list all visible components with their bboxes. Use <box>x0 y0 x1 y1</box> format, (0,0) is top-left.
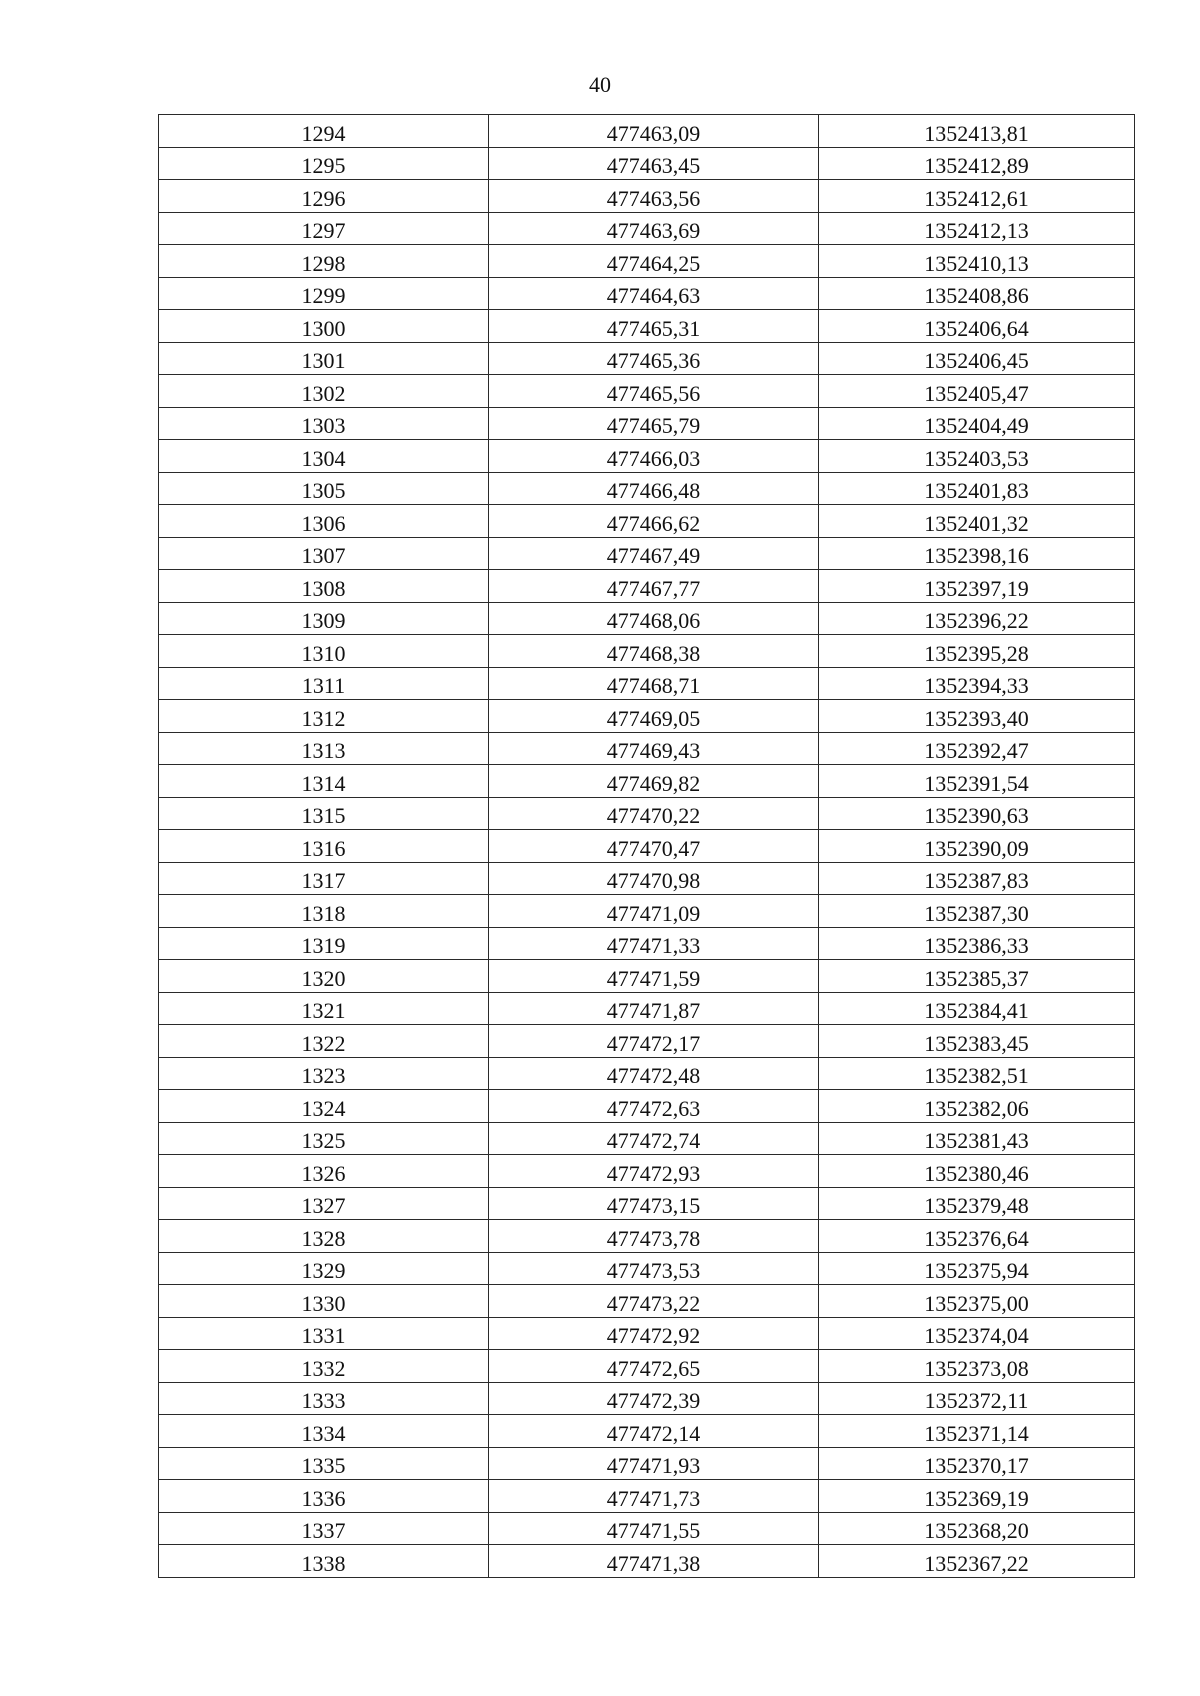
y-coordinate-cell: 1352387,30 <box>819 895 1135 928</box>
x-coordinate-cell: 477465,56 <box>489 375 819 408</box>
table-row <box>159 1122 1135 1155</box>
table-row <box>159 1480 1135 1513</box>
x-coordinate-cell: 477471,87 <box>489 992 819 1025</box>
table-row <box>159 1382 1135 1415</box>
point-number-cell: 1316 <box>159 830 489 863</box>
x-coordinate-cell: 477470,47 <box>489 830 819 863</box>
point-number-cell: 1297 <box>159 212 489 245</box>
point-number-cell: 1322 <box>159 1025 489 1058</box>
y-coordinate-cell: 1352412,61 <box>819 180 1135 213</box>
table-row <box>159 1415 1135 1448</box>
y-coordinate-cell: 1352382,51 <box>819 1057 1135 1090</box>
point-number-cell: 1325 <box>159 1122 489 1155</box>
table-row <box>159 245 1135 278</box>
x-coordinate-cell: 477472,39 <box>489 1382 819 1415</box>
table-row <box>159 1057 1135 1090</box>
x-coordinate-cell: 477471,55 <box>489 1512 819 1545</box>
point-number-cell: 1323 <box>159 1057 489 1090</box>
point-number-cell: 1298 <box>159 245 489 278</box>
table-row <box>159 1090 1135 1123</box>
y-coordinate-cell: 1352375,00 <box>819 1285 1135 1318</box>
table-row <box>159 570 1135 603</box>
y-coordinate-cell: 1352394,33 <box>819 667 1135 700</box>
point-number-cell: 1303 <box>159 407 489 440</box>
x-coordinate-cell: 477468,06 <box>489 602 819 635</box>
x-coordinate-cell: 477472,93 <box>489 1155 819 1188</box>
table-row <box>159 667 1135 700</box>
x-coordinate-cell: 477469,82 <box>489 765 819 798</box>
x-coordinate-cell: 477472,92 <box>489 1317 819 1350</box>
x-coordinate-cell: 477467,49 <box>489 537 819 570</box>
point-number-cell: 1337 <box>159 1512 489 1545</box>
table-row <box>159 147 1135 180</box>
x-coordinate-cell: 477469,43 <box>489 732 819 765</box>
x-coordinate-cell: 477471,73 <box>489 1480 819 1513</box>
y-coordinate-cell: 1352381,43 <box>819 1122 1135 1155</box>
point-number-cell: 1333 <box>159 1382 489 1415</box>
x-coordinate-cell: 477464,63 <box>489 277 819 310</box>
x-coordinate-cell: 477467,77 <box>489 570 819 603</box>
table-row <box>159 310 1135 343</box>
y-coordinate-cell: 1352404,49 <box>819 407 1135 440</box>
x-coordinate-cell: 477471,09 <box>489 895 819 928</box>
x-coordinate-cell: 477471,59 <box>489 960 819 993</box>
table-row <box>159 212 1135 245</box>
coordinates-table-body <box>159 115 1135 1578</box>
x-coordinate-cell: 477469,05 <box>489 700 819 733</box>
table-row <box>159 277 1135 310</box>
y-coordinate-cell: 1352371,14 <box>819 1415 1135 1448</box>
table-row <box>159 407 1135 440</box>
point-number-cell: 1327 <box>159 1187 489 1220</box>
x-coordinate-cell: 477472,74 <box>489 1122 819 1155</box>
x-coordinate-cell: 477464,25 <box>489 245 819 278</box>
point-number-cell: 1315 <box>159 797 489 830</box>
y-coordinate-cell: 1352368,20 <box>819 1512 1135 1545</box>
y-coordinate-cell: 1352380,46 <box>819 1155 1135 1188</box>
table-row <box>159 1155 1135 1188</box>
point-number-cell: 1305 <box>159 472 489 505</box>
table-row <box>159 1285 1135 1318</box>
y-coordinate-cell: 1352386,33 <box>819 927 1135 960</box>
y-coordinate-cell: 1352384,41 <box>819 992 1135 1025</box>
point-number-cell: 1320 <box>159 960 489 993</box>
table-row <box>159 1252 1135 1285</box>
x-coordinate-cell: 477463,09 <box>489 115 819 148</box>
point-number-cell: 1306 <box>159 505 489 538</box>
table-row <box>159 700 1135 733</box>
point-number-cell: 1295 <box>159 147 489 180</box>
point-number-cell: 1296 <box>159 180 489 213</box>
point-number-cell: 1331 <box>159 1317 489 1350</box>
y-coordinate-cell: 1352390,63 <box>819 797 1135 830</box>
y-coordinate-cell: 1352391,54 <box>819 765 1135 798</box>
x-coordinate-cell: 477470,98 <box>489 862 819 895</box>
y-coordinate-cell: 1352393,40 <box>819 700 1135 733</box>
x-coordinate-cell: 477465,79 <box>489 407 819 440</box>
table-row <box>159 1317 1135 1350</box>
y-coordinate-cell: 1352398,16 <box>819 537 1135 570</box>
x-coordinate-cell: 477471,93 <box>489 1447 819 1480</box>
y-coordinate-cell: 1352406,64 <box>819 310 1135 343</box>
table-row <box>159 505 1135 538</box>
x-coordinate-cell: 477466,48 <box>489 472 819 505</box>
table-row <box>159 440 1135 473</box>
y-coordinate-cell: 1352372,11 <box>819 1382 1135 1415</box>
y-coordinate-cell: 1352395,28 <box>819 635 1135 668</box>
x-coordinate-cell: 477463,56 <box>489 180 819 213</box>
point-number-cell: 1312 <box>159 700 489 733</box>
table-row <box>159 732 1135 765</box>
y-coordinate-cell: 1352397,19 <box>819 570 1135 603</box>
y-coordinate-cell: 1352396,22 <box>819 602 1135 635</box>
point-number-cell: 1313 <box>159 732 489 765</box>
y-coordinate-cell: 1352403,53 <box>819 440 1135 473</box>
y-coordinate-cell: 1352401,32 <box>819 505 1135 538</box>
y-coordinate-cell: 1352376,64 <box>819 1220 1135 1253</box>
point-number-cell: 1310 <box>159 635 489 668</box>
point-number-cell: 1309 <box>159 602 489 635</box>
x-coordinate-cell: 477473,15 <box>489 1187 819 1220</box>
x-coordinate-cell: 477470,22 <box>489 797 819 830</box>
point-number-cell: 1338 <box>159 1545 489 1578</box>
x-coordinate-cell: 477473,22 <box>489 1285 819 1318</box>
point-number-cell: 1334 <box>159 1415 489 1448</box>
y-coordinate-cell: 1352401,83 <box>819 472 1135 505</box>
table-row <box>159 1447 1135 1480</box>
table-row <box>159 375 1135 408</box>
y-coordinate-cell: 1352412,89 <box>819 147 1135 180</box>
y-coordinate-cell: 1352375,94 <box>819 1252 1135 1285</box>
table-row <box>159 180 1135 213</box>
x-coordinate-cell: 477468,71 <box>489 667 819 700</box>
table-row <box>159 1220 1135 1253</box>
point-number-cell: 1335 <box>159 1447 489 1480</box>
table-row <box>159 635 1135 668</box>
x-coordinate-cell: 477471,33 <box>489 927 819 960</box>
x-coordinate-cell: 477473,78 <box>489 1220 819 1253</box>
point-number-cell: 1301 <box>159 342 489 375</box>
x-coordinate-cell: 477472,14 <box>489 1415 819 1448</box>
point-number-cell: 1321 <box>159 992 489 1025</box>
table-row <box>159 960 1135 993</box>
x-coordinate-cell: 477466,03 <box>489 440 819 473</box>
x-coordinate-cell: 477472,65 <box>489 1350 819 1383</box>
table-row <box>159 1025 1135 1058</box>
point-number-cell: 1302 <box>159 375 489 408</box>
table-row <box>159 115 1135 148</box>
y-coordinate-cell: 1352413,81 <box>819 115 1135 148</box>
table-row <box>159 342 1135 375</box>
y-coordinate-cell: 1352412,13 <box>819 212 1135 245</box>
x-coordinate-cell: 477465,36 <box>489 342 819 375</box>
table-row <box>159 765 1135 798</box>
y-coordinate-cell: 1352405,47 <box>819 375 1135 408</box>
table-row <box>159 797 1135 830</box>
y-coordinate-cell: 1352383,45 <box>819 1025 1135 1058</box>
page-number: 40 <box>589 72 611 97</box>
x-coordinate-cell: 477472,17 <box>489 1025 819 1058</box>
y-coordinate-cell: 1352379,48 <box>819 1187 1135 1220</box>
y-coordinate-cell: 1352373,08 <box>819 1350 1135 1383</box>
point-number-cell: 1314 <box>159 765 489 798</box>
x-coordinate-cell: 477471,38 <box>489 1545 819 1578</box>
point-number-cell: 1299 <box>159 277 489 310</box>
y-coordinate-cell: 1352387,83 <box>819 862 1135 895</box>
table-row <box>159 1187 1135 1220</box>
point-number-cell: 1329 <box>159 1252 489 1285</box>
x-coordinate-cell: 477463,45 <box>489 147 819 180</box>
y-coordinate-cell: 1352370,17 <box>819 1447 1135 1480</box>
x-coordinate-cell: 477468,38 <box>489 635 819 668</box>
x-coordinate-cell: 477473,53 <box>489 1252 819 1285</box>
table-row <box>159 992 1135 1025</box>
table-row <box>159 1545 1135 1578</box>
point-number-cell: 1307 <box>159 537 489 570</box>
x-coordinate-cell: 477472,48 <box>489 1057 819 1090</box>
y-coordinate-cell: 1352374,04 <box>819 1317 1135 1350</box>
y-coordinate-cell: 1352406,45 <box>819 342 1135 375</box>
table-row <box>159 472 1135 505</box>
x-coordinate-cell: 477472,63 <box>489 1090 819 1123</box>
x-coordinate-cell: 477466,62 <box>489 505 819 538</box>
x-coordinate-cell: 477465,31 <box>489 310 819 343</box>
point-number-cell: 1328 <box>159 1220 489 1253</box>
point-number-cell: 1317 <box>159 862 489 895</box>
point-number-cell: 1304 <box>159 440 489 473</box>
point-number-cell: 1318 <box>159 895 489 928</box>
y-coordinate-cell: 1352392,47 <box>819 732 1135 765</box>
y-coordinate-cell: 1352385,37 <box>819 960 1135 993</box>
table-row <box>159 537 1135 570</box>
y-coordinate-cell: 1352408,86 <box>819 277 1135 310</box>
point-number-cell: 1336 <box>159 1480 489 1513</box>
point-number-cell: 1326 <box>159 1155 489 1188</box>
point-number-cell: 1300 <box>159 310 489 343</box>
coordinates-table <box>158 114 1135 1578</box>
point-number-cell: 1294 <box>159 115 489 148</box>
table-row <box>159 927 1135 960</box>
table-row <box>159 602 1135 635</box>
y-coordinate-cell: 1352410,13 <box>819 245 1135 278</box>
table-row <box>159 895 1135 928</box>
x-coordinate-cell: 477463,69 <box>489 212 819 245</box>
y-coordinate-cell: 1352382,06 <box>819 1090 1135 1123</box>
y-coordinate-cell: 1352369,19 <box>819 1480 1135 1513</box>
table-row <box>159 862 1135 895</box>
point-number-cell: 1308 <box>159 570 489 603</box>
point-number-cell: 1319 <box>159 927 489 960</box>
point-number-cell: 1311 <box>159 667 489 700</box>
table-row <box>159 1512 1135 1545</box>
table-row <box>159 830 1135 863</box>
y-coordinate-cell: 1352390,09 <box>819 830 1135 863</box>
table-row <box>159 1350 1135 1383</box>
point-number-cell: 1332 <box>159 1350 489 1383</box>
point-number-cell: 1330 <box>159 1285 489 1318</box>
y-coordinate-cell: 1352367,22 <box>819 1545 1135 1578</box>
point-number-cell: 1324 <box>159 1090 489 1123</box>
